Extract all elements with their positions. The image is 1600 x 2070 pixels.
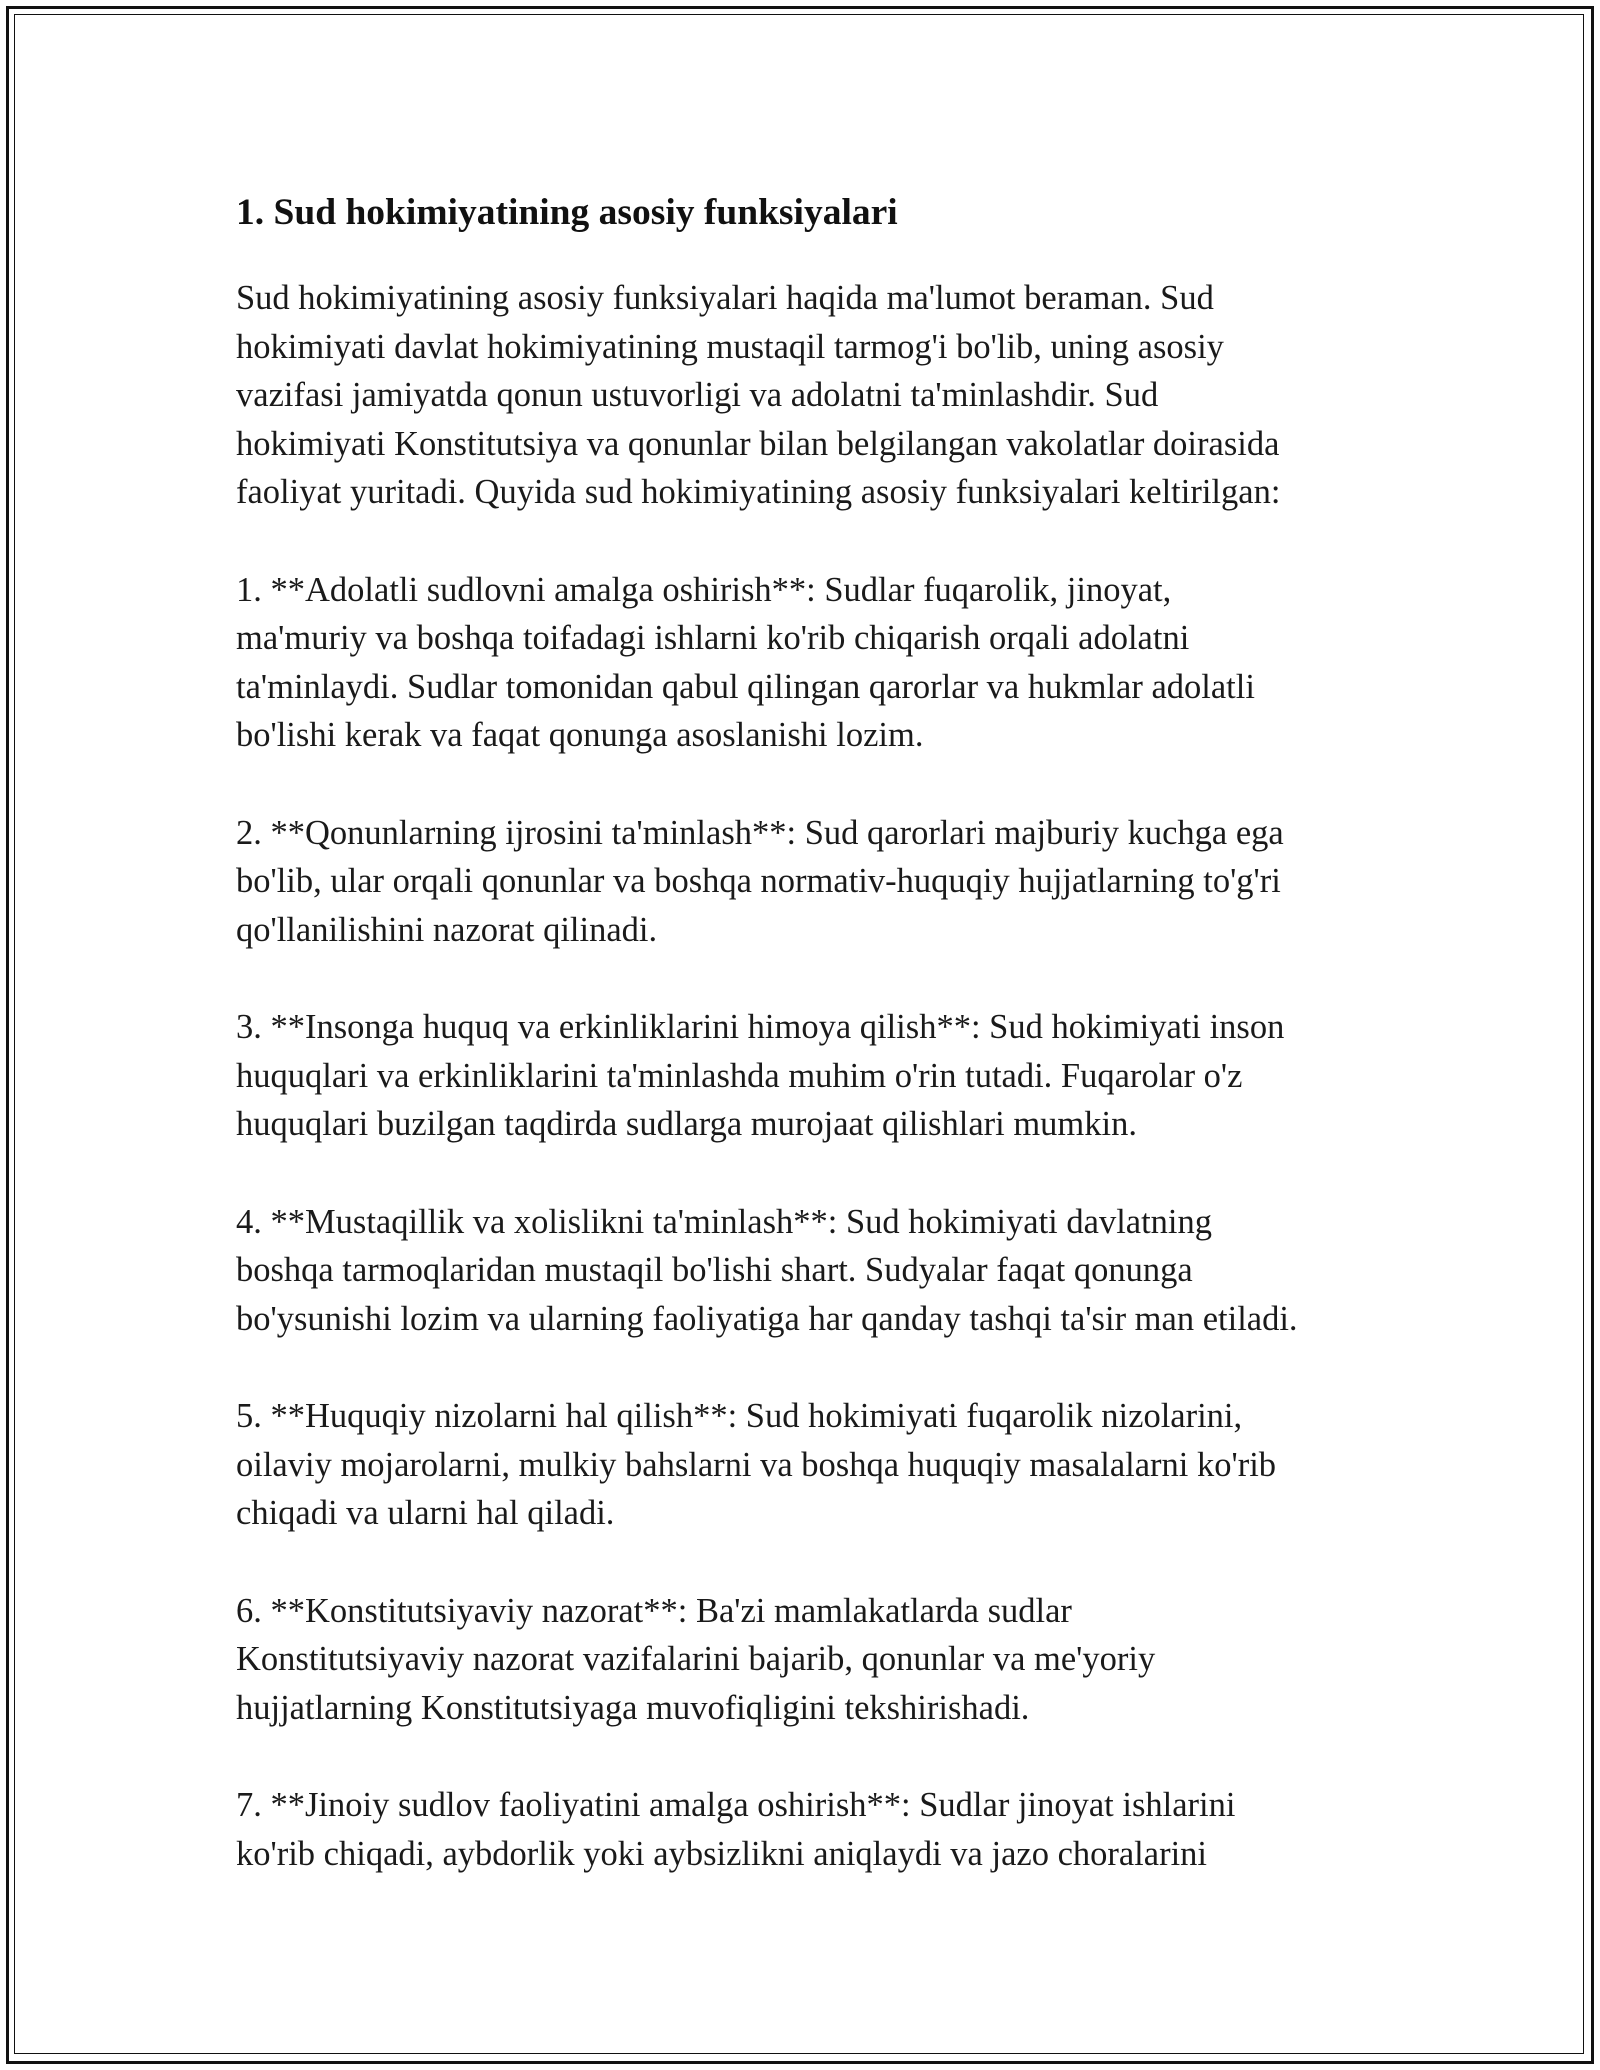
text-line: ma'muriy va boshqa toifadagi ishlarni ko'rib chiqarish orqali adolatni xyxy=(236,619,1190,657)
text-line: qo'llanilishini nazorat qilinadi. xyxy=(236,910,658,949)
text-line: hujjatlarning Konstitutsiyaga muvofiqligini tekshirishadi. xyxy=(236,1688,1030,1727)
list-item-paragraph xyxy=(236,1587,1386,1733)
list-item-paragraph xyxy=(236,1781,1386,1878)
text-line: ko'rib chiqadi, aybdorlik yoki aybsizlikni aniqlaydi va jazo choralarini xyxy=(236,1834,1207,1873)
list-item-paragraph xyxy=(236,809,1386,955)
document-title: 1. Sud hokimiyatining asosiy funksiyalari xyxy=(236,192,898,233)
text-line: 7. **Jinoiy sudlov faoliyatini amalga oshirish**: Sudlar jinoyat ishlarini xyxy=(236,1786,1236,1824)
text-line: 2. **Qonunlarning ijrosini ta'minlash**: Sud qarorlari majburiy kuchga ega xyxy=(236,813,1284,852)
text-line: 6. **Konstitutsiyaviy nazorat**: Ba'zi mamlakatlarda sudlar xyxy=(236,1591,1072,1630)
text-line: faoliyat yuritadi. Quyida sud hokimiyatining asosiy funksiyalari keltirilgan: xyxy=(236,473,1281,511)
text-line: boshqa tarmoqlaridan mustaqil bo'lishi shart. Sudyalar faqat qonunga xyxy=(236,1251,1193,1289)
text-line: oilaviy mojarolarni, mulkiy bahslarni va boshqa huquqiy masalalarni ko'rib xyxy=(236,1445,1277,1484)
intro-paragraph xyxy=(236,274,1386,517)
list-item-paragraph xyxy=(236,1003,1386,1149)
text-line: Konstitutsiyaviy nazorat vazifalarini bajarib, qonunlar va me'yoriy xyxy=(236,1640,1156,1678)
text-line: bo'lishi kerak va faqat qonunga asoslanishi lozim. xyxy=(236,716,924,754)
text-line: vazifasi jamiyatda qonun ustuvorligi va adolatni ta'minlashdir. Sud xyxy=(236,376,1159,414)
text-line: 3. **Insonga huquq va erkinliklarini himoya qilish**: Sud hokimiyati inson xyxy=(236,1008,1285,1046)
list-item-paragraph xyxy=(236,1392,1386,1538)
text-line: huquqlari buzilgan taqdirda sudlarga murojaat qilishlari mumkin. xyxy=(236,1105,1137,1143)
text-line: hokimiyati davlat hokimiyatining mustaqil tarmog'i bo'lib, uning asosiy xyxy=(236,327,1224,366)
text-line: Sud hokimiyatining asosiy funksiyalari haqida ma'lumot beraman. Sud xyxy=(236,279,1214,317)
text-line: 1. **Adolatli sudlovni amalga oshirish**: Sudlar fuqarolik, jinoyat, xyxy=(236,570,1172,609)
document-body xyxy=(236,186,1386,1878)
text-line: huquqlari va erkinliklarini ta'minlashda muhim o'rin tutadi. Fuqarolar o'z xyxy=(236,1056,1243,1095)
text-line: bo'ysunishi lozim va ularning faoliyatiga har qanday tashqi ta'sir man etiladi. xyxy=(236,1299,1298,1338)
text-line: ta'minlaydi. Sudlar tomonidan qabul qilingan qarorlar va hukmlar adolatli xyxy=(236,667,1255,706)
text-line: 5. **Huquqiy nizolarni hal qilish**: Sud hokimiyati fuqarolik nizolarini, xyxy=(236,1397,1243,1435)
text-line: bo'lib, ular orqali qonunlar va boshqa normativ-huquqiy hujjatlarning to'g'ri xyxy=(236,862,1281,900)
text-line: chiqadi va ularni hal qiladi. xyxy=(236,1494,615,1532)
text-line: hokimiyati Konstitutsiya va qonunlar bilan belgilangan vakolatlar doirasida xyxy=(236,424,1280,463)
text-line: 4. **Mustaqillik va xolislikni ta'minlash**: Sud hokimiyati davlatning xyxy=(236,1202,1213,1241)
list-item-paragraph xyxy=(236,566,1386,760)
list-item-paragraph xyxy=(236,1198,1386,1344)
